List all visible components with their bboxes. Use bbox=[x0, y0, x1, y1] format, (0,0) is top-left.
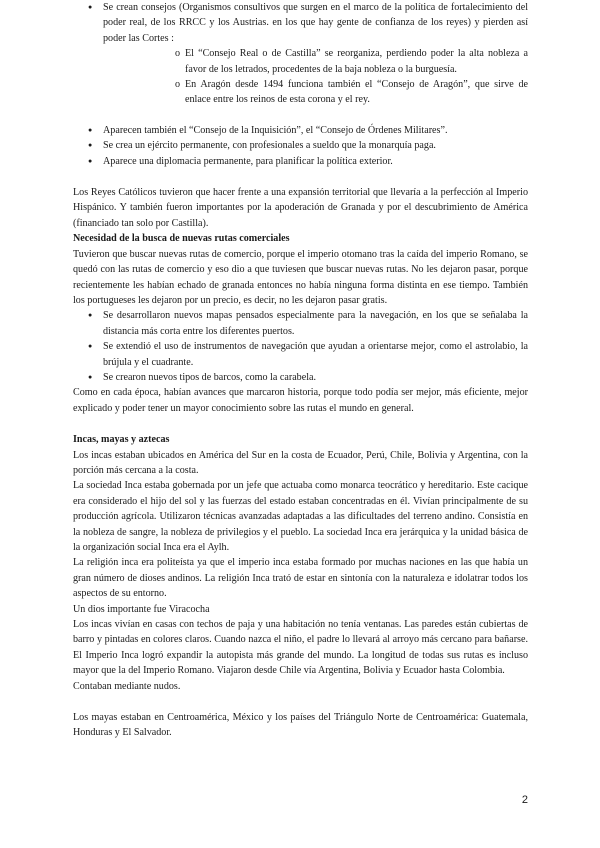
paragraph-expansion: Los Reyes Católicos tuvieron que hacer frente a una expansión territorial que llevaría a la perfección al Imperio Hispánico. Y también fueron importantes por la apoderación de Granada y por el descubrimiento de América (financiado tan solo por Castilla). bbox=[73, 187, 528, 229]
list-item: ● Se crearon nuevos tipos de barcos, como la carabela. bbox=[73, 370, 528, 385]
spacer bbox=[73, 108, 528, 123]
list-item: ● Aparece una diplomacia permanente, para planificar la política exterior. bbox=[73, 154, 528, 169]
section-heading-rutas: Necesidad de la busca de nuevas rutas comerciales bbox=[73, 233, 290, 245]
paragraph-epoca: Como en cada época, habían avances que marcaron historia, porque todo podía ser mejor, más eficiente, mejor explicado y poder tener un mayor conocimiento sobre las rutas el mundo en general. bbox=[73, 387, 528, 414]
bullet-text: Se crean consejos (Organismos consultivos que surgen en el marco de la política de fortalecimiento del poder real, de los RRCC y los Austrias. en los que hay gente de confianza de los reyes) y pierden así poder las Cortes : bbox=[103, 2, 528, 44]
paragraph-incas-vida: Los incas vivían en casas con techos de paja y una habitación no tenía ventanas. Las paredes están cubiertas de barro y pintadas en colores claros. Cuando nazca el niño, el padre lo llevará al arroyo más cercano para bañarse. El Imperio Inca logró expandir la autopista más grande del mundo. La longitud de todas sus rutas es incluso mayor que la del Imperio Romano. Viajaron desde Chile vía Argentina, Bolivia y Ecuador hasta Colombia. bbox=[73, 619, 528, 677]
list-item: ● Aparecen también el “Consejo de la Inquisición”, el “Consejo de Órdenes Militares”. bbox=[73, 123, 528, 138]
paragraph-rutas: Tuvieron que buscar nuevas rutas de comercio, porque el imperio otomano tras la caída del imperio Romano, se quedó con las rutas de comercio y eso dio a que tuviesen que buscar nuevas rutas. No les dejaron pasar, porque recientemente les habían echado de granada entonces no había ninguna forma distinta en ese tiempo. También los portugueses les dejaron por un precio, es decir, no les dejaron pasar gratis. bbox=[73, 248, 528, 306]
page-content bbox=[73, 0, 528, 741]
spacer bbox=[73, 416, 528, 432]
sub-list-item: o El “Consejo Real o de Castilla” se reorganiza, perdiendo poder la alta nobleza a favor de los letrados, procedentes de la baja nobleza o la burguesía. bbox=[103, 46, 528, 77]
paragraph-incas-ubicacion: Los incas estaban ubicados en América del Sur en la costa de Ecuador, Perú, Chile, Bolivia y Argentina, con la porción más cercana a la costa. bbox=[73, 449, 528, 476]
paragraph-incas-sociedad: La sociedad Inca estaba gobernada por un jefe que actuaba como monarca teocrático y hereditario. Este cacique era considerado el hijo del sol y las fuerzas del estado estaban concentradas en él. Vivían principalmente de su producción agrícola. Utilizaron técnicas avanzadas adaptadas a las dificultades del terreno andino. Consistía en la nobleza de sangre, la nobleza de privilegios y el pueblo. La sociedad Inca era jerárquica y la unidad básica de la organización social Inca era el Aylh. bbox=[73, 480, 528, 553]
paragraph-incas-nudos: Contaban mediante nudos. bbox=[73, 680, 181, 692]
sub-bullet-list bbox=[103, 46, 528, 108]
section-heading-incas: Incas, mayas y aztecas bbox=[73, 434, 170, 446]
list-item: ● Se desarrollaron nuevos mapas pensados especialmente para la navegación, en los que se señalaba la distancia más corta entre los diferentes puertos. bbox=[73, 308, 528, 339]
paragraph-incas-religion: La religión inca era politeísta ya que el imperio inca estaba formado por muchas naciones en las que había un gran número de dioses andinos. La religión Inca trató de estar en sintonía con la naturaleza e idolatrar todos los aspectos de su entorno. bbox=[73, 557, 528, 600]
sub-list-item: o En Aragón desde 1494 funciona también el “Consejo de Aragón”, que sirve de enlace entre los reinos de esta corona y el rey. bbox=[103, 77, 528, 108]
bullet-list-organos bbox=[73, 123, 528, 169]
spacer bbox=[73, 169, 528, 185]
list-item: ● Se extendió el uso de instrumentos de navegación que ayudan a orientarse mejor, como el astrolabio, la brújula y el cuadrante. bbox=[73, 339, 528, 370]
list-item bbox=[73, 0, 528, 108]
bullet-list-consejos bbox=[73, 0, 528, 108]
paragraph-incas-dios: Un dios importante fue Viracocha bbox=[73, 603, 210, 615]
spacer bbox=[73, 694, 528, 710]
list-item: ● Se crea un ejército permanente, con profesionales a sueldo que la monarquía paga. bbox=[73, 138, 528, 153]
bullet-list-navegacion bbox=[73, 308, 528, 385]
paragraph-mayas: Los mayas estaban en Centroamérica, México y los países del Triángulo Norte de Centroamérica: Guatemala, Honduras y El Salvador. bbox=[73, 712, 528, 739]
page-number: 2 bbox=[521, 794, 528, 806]
